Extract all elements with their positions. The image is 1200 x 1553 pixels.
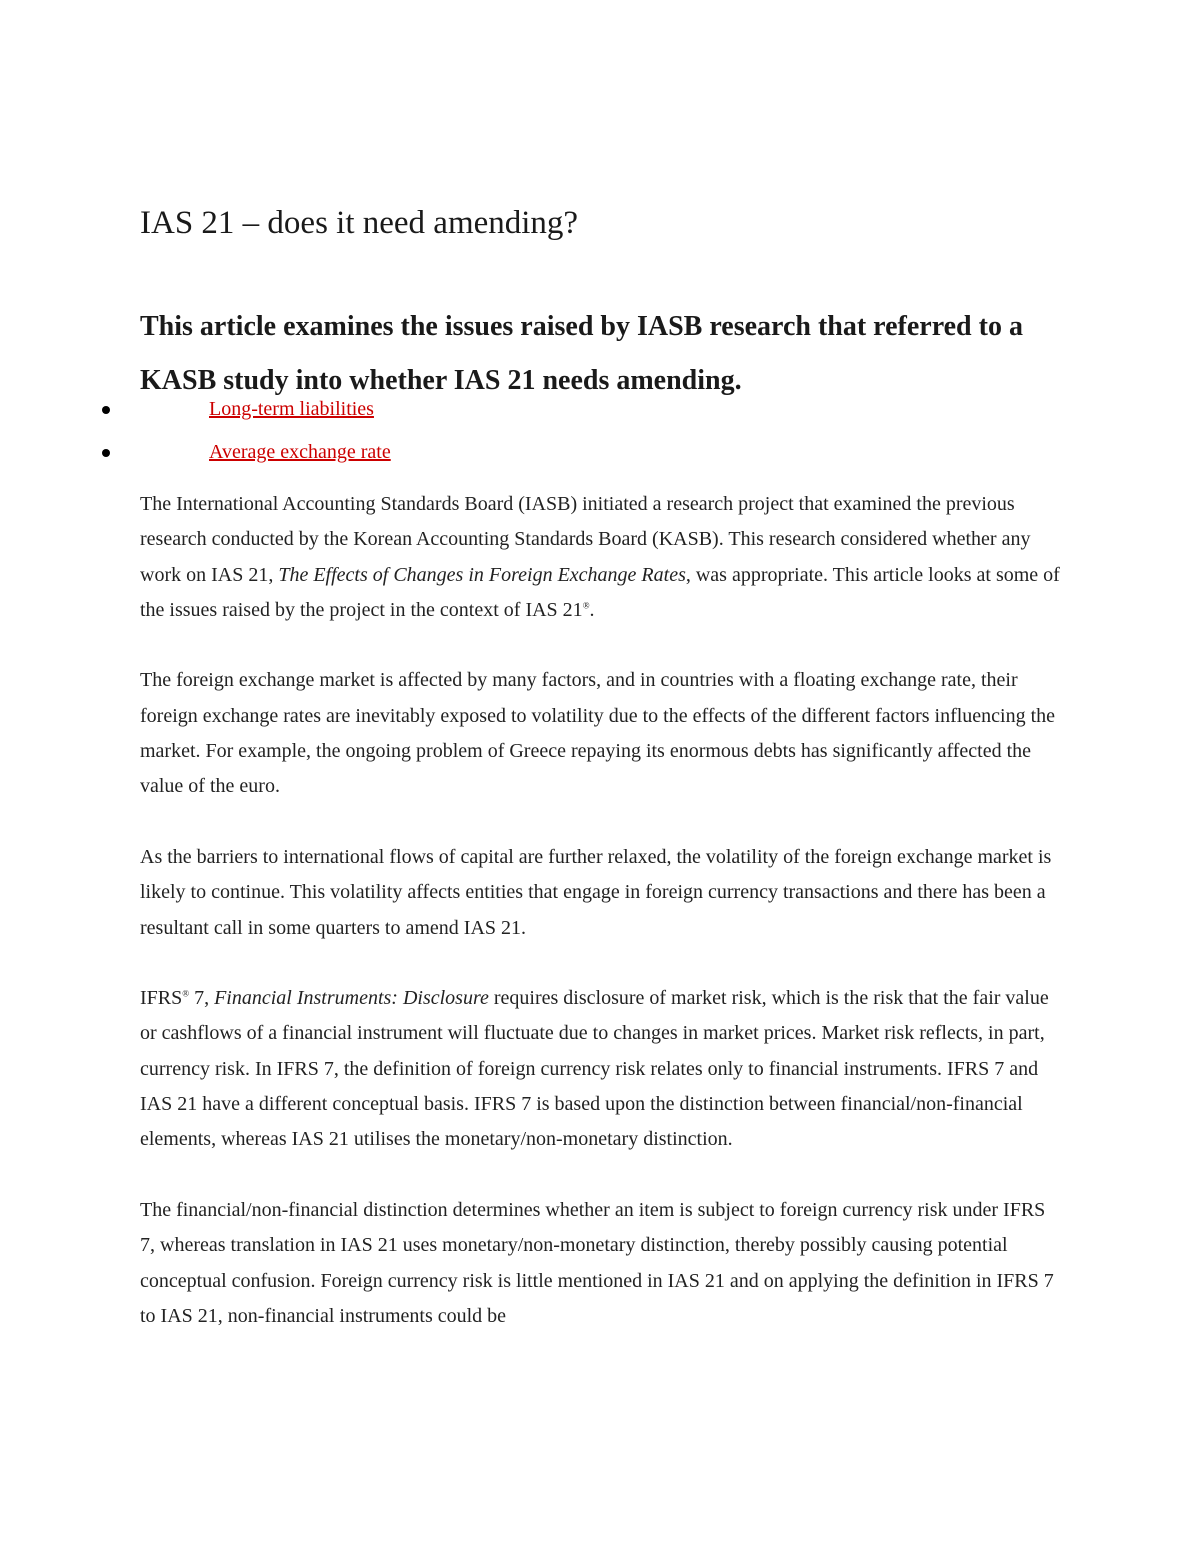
bullet-icon xyxy=(102,449,110,457)
paragraph-text: requires disclosure of market risk, which is the risk that the fair value or cashflows of a financial instrument will fluctuate due to changes in market prices. Market risk reflects, in part, currency risk. In IFRS 7, the definition of foreign currency risk relates only to financial instruments. IFRS 7 and IAS 21 have a different conceptual basis. IFRS 7 is based upon the distinction between financial/non-financial elements, whereas IAS 21 utilises the monetary/non-monetary distinction. xyxy=(140,987,1049,1151)
link-long-term-liabilities[interactable]: Long-term liabilities xyxy=(209,398,374,420)
paragraph-text: IFRS xyxy=(140,987,183,1010)
standard-title: The Effects of Changes in Foreign Exchange Rates xyxy=(278,563,686,586)
paragraph-text: 7, xyxy=(189,987,215,1010)
article-title: IAS 21 – does it need amending? xyxy=(140,205,579,241)
registered-mark: ® xyxy=(182,988,190,999)
paragraph-text: . xyxy=(589,598,595,621)
bullet-icon xyxy=(102,406,110,414)
paragraph-ifrs7 xyxy=(140,981,1065,1157)
standard-title: Financial Instruments: Disclosure xyxy=(214,987,489,1010)
paragraph-text: , was appropriate. This article looks at some of the issues raised by the project in the context of IAS 21 xyxy=(140,563,1060,621)
paragraph-distinction: The financial/non-financial distinction determines whether an item is subject to foreign currency risk under IFRS 7, whereas translation in IAS 21 uses monetary/non-monetary distinction, thereby possibly causing potential conceptual confusion. Foreign currency risk is little mentioned in IAS 21 and on applying the definition in IFRS 7 to IAS 21, non-financial instruments could be xyxy=(140,1198,1054,1327)
registered-mark: ® xyxy=(582,600,590,611)
article-subtitle: This article examines the issues raised by IASB research that referred to a KASB study into whether IAS 21 needs amending. xyxy=(140,311,1023,396)
paragraph-text: The International Accounting Standards Board (IASB) initiated a research project that examined the previous research conducted by the Korean Accounting Standards Board (KASB). This research considered whether any work on IAS 21, xyxy=(140,493,1031,586)
article-body xyxy=(140,487,1065,1369)
paragraph-volatility: As the barriers to international flows of capital are further relaxed, the volatility of the foreign exchange market is likely to continue. This volatility affects entities that engage in foreign currency transactions and there has been a resultant call in some quarters to amend IAS 21. xyxy=(140,845,1052,939)
paragraph-intro xyxy=(140,487,1065,628)
paragraph-foreign-exchange-market: The foreign exchange market is affected by many factors, and in countries with a floating exchange rate, their foreign exchange rates are inevitably exposed to volatility due to the effects of the different factors influencing the market. For example, the ongoing problem of Greece repaying its enormous debts has significantly affected the value of the euro. xyxy=(140,669,1056,798)
link-average-exchange-rate[interactable]: Average exchange rate xyxy=(209,441,391,463)
